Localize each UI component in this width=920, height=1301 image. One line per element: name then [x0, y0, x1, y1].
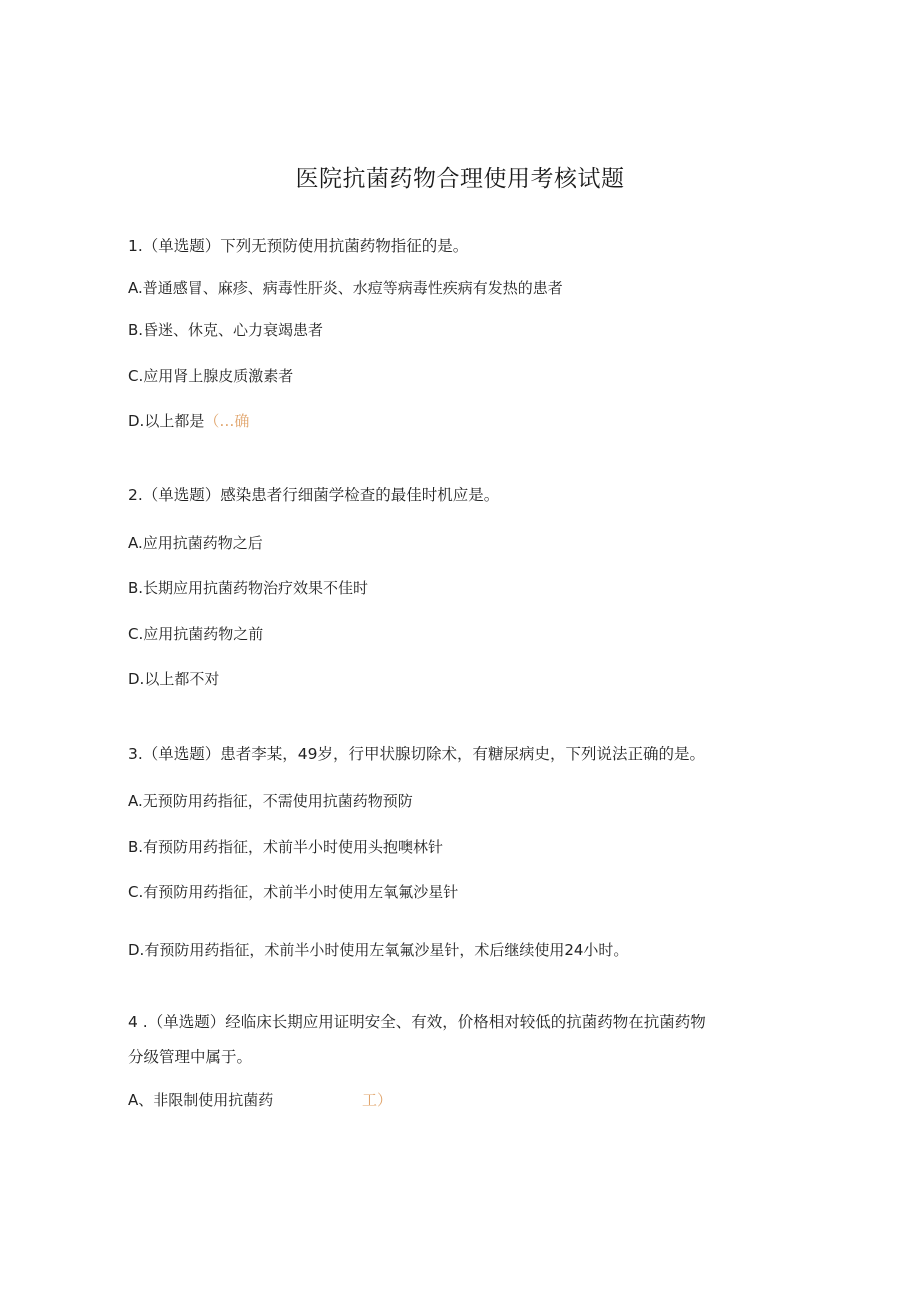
option-b: B.长期应用抗菌药物治疗效果不佳时 [128, 579, 369, 597]
question-stem: 2.（单选题）感染患者行细菌学检查的最佳时机应是。 [128, 486, 500, 504]
option-d: D.以上都不对 [128, 670, 220, 688]
option-b: B.昏迷、休克、心力衰竭患者 [128, 321, 324, 339]
option-c: C.应用肾上腺皮质激素者 [128, 367, 294, 385]
question-stem: 1.（单选题）下列无预防使用抗菌药物指征的是。 [128, 237, 469, 255]
answer-mark: （…确 [204, 412, 250, 430]
question-stem: 3.（单选题）患者李某，49岁，行甲状腺切除术，有糖尿病史，下列说法正确的是。 [128, 745, 706, 763]
option-d: D.有预防用药指征，术前半小时使用左氧氟沙星针，术后继续使用24小时。 [128, 941, 629, 959]
option-a: A、非限制使用抗菌药 [128, 1091, 274, 1109]
option-a: A.无预防用药指征，不需使用抗菌药物预防 [128, 792, 413, 810]
option-a: A.普通感冒、麻疹、病毒性肝炎、水痘等病毒性疾病有发热的患者 [128, 279, 563, 297]
option-c: C.有预防用药指征，术前半小时使用左氧氟沙星针 [128, 883, 459, 901]
option-c: C.应用抗菌药物之前 [128, 625, 264, 643]
option-d [128, 411, 249, 431]
question-stem: 4 .（单选题）经临床长期应用证明安全、有效，价格相对较低的抗菌药物在抗菌药物 [128, 1013, 706, 1031]
option-b: B.有预防用药指征，术前半小时使用头抱噢林针 [128, 838, 444, 856]
page-title: 医院抗菌药物合理使用考核试题 [295, 166, 625, 192]
question-stem-continued: 分级管理中属于。 [128, 1048, 253, 1066]
option-a: A.应用抗菌药物之后 [128, 534, 263, 552]
option-d-text: D.以上都是 [128, 412, 205, 430]
answer-mark: 工） [362, 1091, 393, 1109]
